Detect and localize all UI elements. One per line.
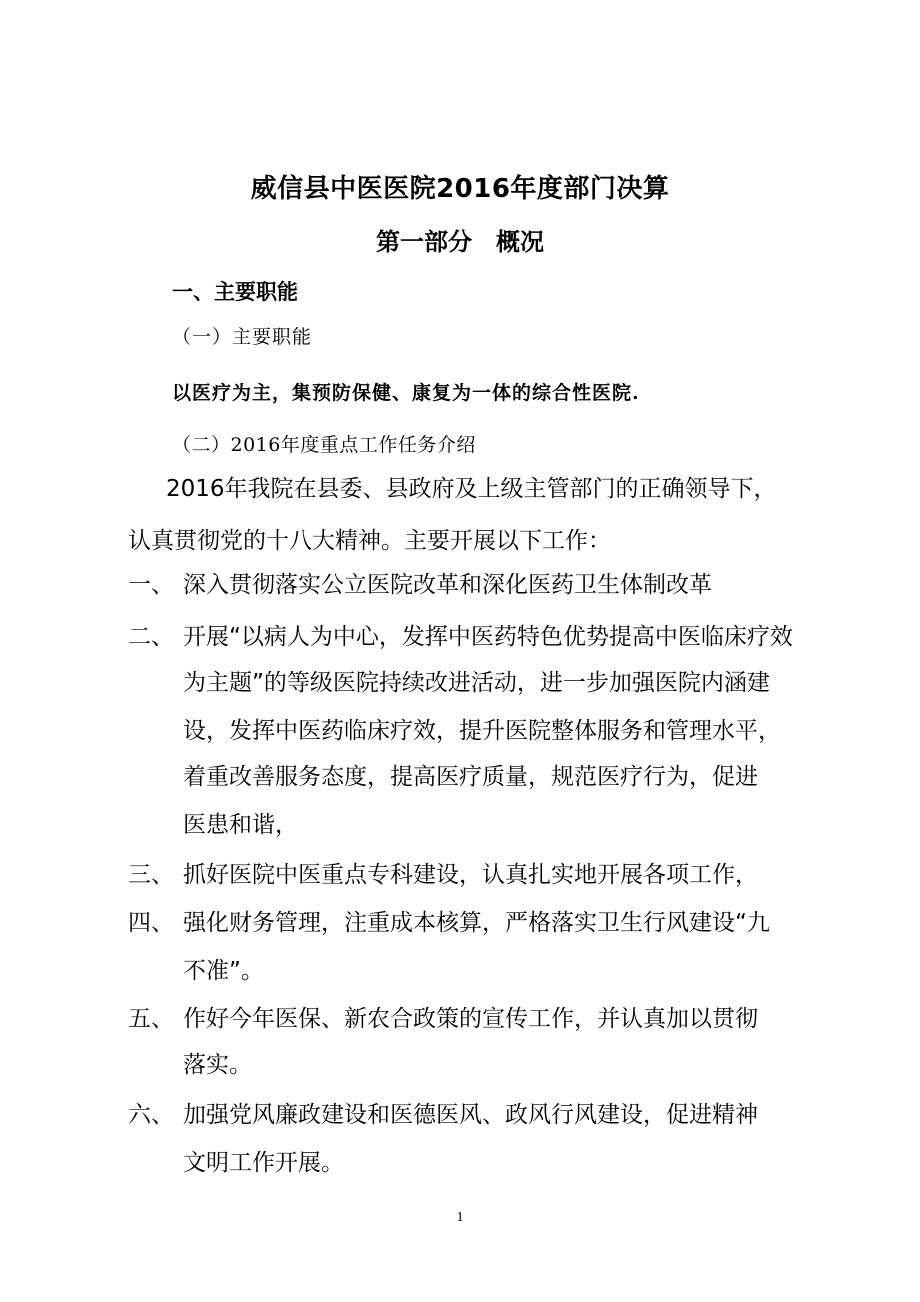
part-title: 第一部分 概况 (376, 228, 544, 256)
item-number: 五、 (128, 1006, 174, 1032)
item-line: 抓好医院中医重点专科建设，认真扎实地开展各项工作， (183, 862, 758, 888)
item-line: 为主题”的等级医院持续改进活动，进一步加强医院内涵建 (183, 670, 770, 696)
intro-line: 认真贯彻党的十八大精神。主要开展以下工作： (128, 528, 611, 554)
item-line: 加强党风廉政建设和医德医风、政风行风建设，促进精神 (183, 1102, 758, 1128)
item-line: 着重改善服务态度，提高医疗质量，规范医疗行为，促进 (183, 764, 758, 790)
item-line: 医患和谐， (183, 812, 298, 838)
sub-heading-key-tasks: （二）2016年度重点工作任务介绍 (172, 434, 476, 456)
section-heading: 一、主要职能 (172, 280, 298, 304)
item-number: 三、 (128, 862, 174, 888)
item-number: 一、 (128, 572, 174, 598)
item-number: 四、 (128, 910, 174, 936)
item-line: 文明工作开展。 (183, 1150, 344, 1176)
sub-heading-main-functions: （一）主要职能 (172, 326, 313, 348)
function-description: 以医疗为主，集预防保健、康复为一体的综合性医院. (172, 382, 640, 404)
document-title: 威信县中医医院2016年度部门决算 (250, 174, 670, 204)
item-line: 强化财务管理，注重成本核算，严格落实卫生行风建设“九 (183, 910, 770, 936)
item-line: 落实。 (183, 1052, 252, 1078)
item-number: 二、 (128, 624, 174, 650)
intro-line: 2016年我院在县委、县政府及上级主管部门的正确领导下， (166, 476, 777, 502)
item-line: 深入贯彻落实公立医院改革和深化医药卫生体制改革 (183, 572, 712, 598)
item-line: 不准”。 (183, 958, 264, 984)
item-number: 六、 (128, 1102, 174, 1128)
page-number: 1 (456, 1210, 464, 1225)
item-line: 作好今年医保、新农合政策的宣传工作，并认真加以贯彻 (183, 1006, 758, 1032)
item-line: 设，发挥中医药临床疗效，提升医院整体服务和管理水平， (183, 718, 781, 744)
item-line: 开展“以病人为中心，发挥中医药特色优势提高中医临床疗效 (183, 624, 793, 650)
